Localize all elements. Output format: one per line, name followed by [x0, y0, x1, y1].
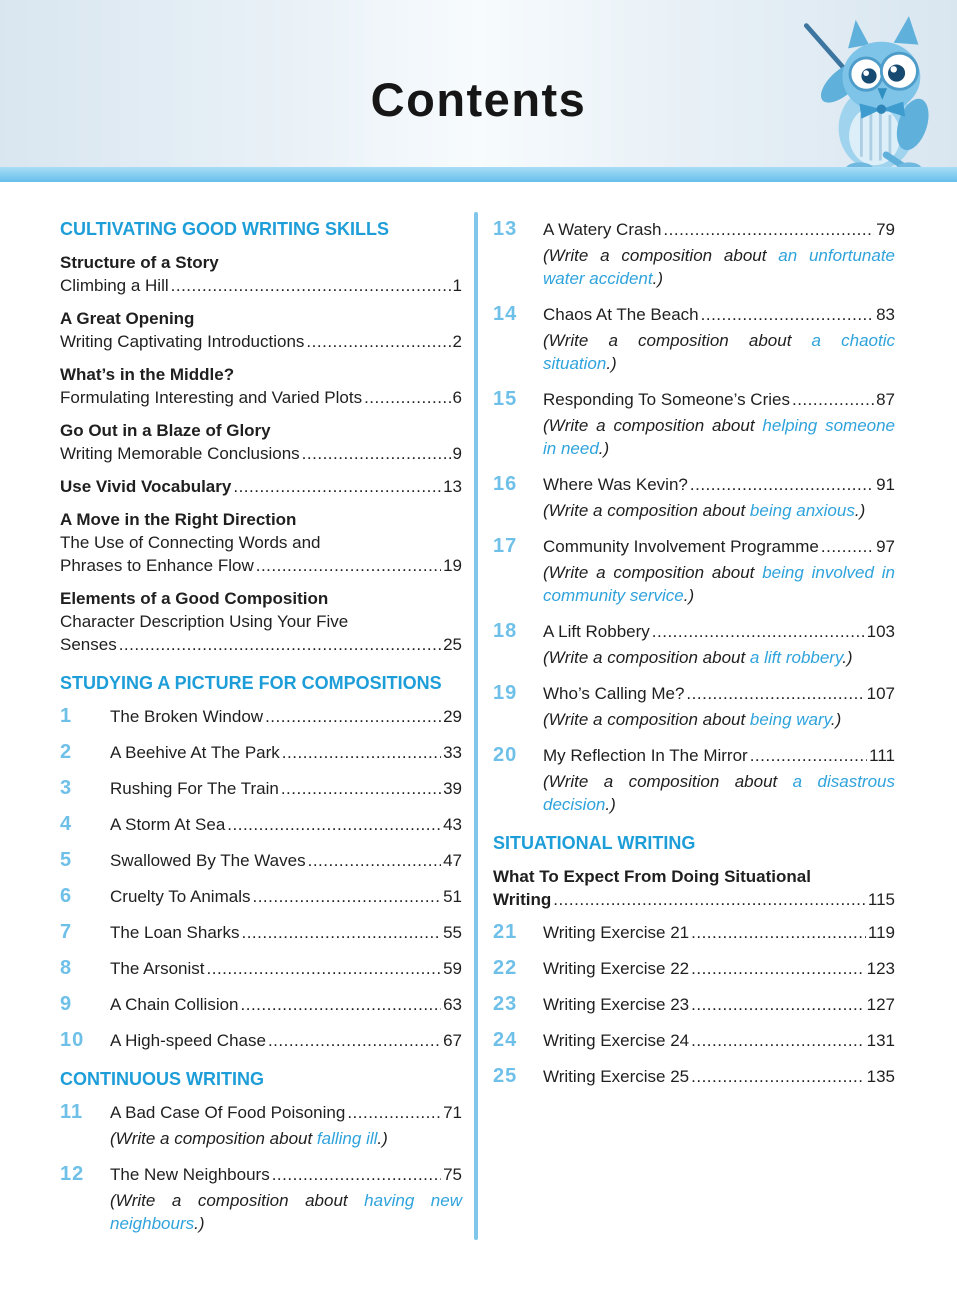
- item-body: [110, 885, 462, 908]
- item-note: [543, 499, 895, 522]
- dot-leader: [364, 386, 450, 409]
- toc-item: [493, 921, 895, 944]
- toc-line: [543, 473, 895, 496]
- item-body: [543, 620, 895, 669]
- note-text: .): [194, 1214, 205, 1233]
- pointer-stick-icon: [806, 26, 848, 74]
- item-number: 21: [493, 921, 518, 943]
- toc-line: [543, 535, 895, 558]
- page-number: 6: [452, 388, 462, 407]
- toc-item: [493, 218, 895, 290]
- toc-item: [60, 1029, 462, 1052]
- dot-leader: [663, 218, 874, 241]
- toc-line-text: Climbing a Hill: [60, 276, 169, 295]
- note-text: .): [652, 269, 664, 288]
- toc-item: [493, 303, 895, 375]
- note-text: (Write a composition about: [543, 563, 763, 582]
- note-text: (Write a composition about: [543, 710, 750, 729]
- note-highlight-text: a disastrous decision: [543, 772, 895, 814]
- toc-line: [60, 442, 462, 465]
- item-body: [543, 535, 895, 607]
- page-number: 2: [452, 332, 462, 351]
- item-body: [543, 682, 895, 731]
- toc-item: [493, 473, 895, 522]
- item-body: [543, 921, 895, 944]
- note-text: .): [377, 1129, 388, 1148]
- toc-line: [110, 1101, 462, 1124]
- toc-line-text: Writing: [493, 890, 552, 909]
- dot-leader: [691, 993, 864, 1016]
- item-body: [543, 993, 895, 1016]
- dot-leader: [265, 705, 441, 728]
- item-body: [110, 1101, 462, 1150]
- note-highlight-text: being wary: [749, 710, 831, 729]
- toc-item: [493, 535, 895, 607]
- item-note: [110, 1189, 462, 1235]
- page-number: 123: [866, 959, 895, 978]
- page-number: 111: [869, 746, 895, 765]
- page-number: 55: [443, 923, 462, 942]
- toc-item: [60, 777, 462, 800]
- note-text: .): [598, 439, 610, 458]
- item-body: [110, 957, 462, 980]
- dot-leader: [171, 274, 451, 297]
- item-body: [543, 388, 895, 460]
- entry-title: Go Out in a Blaze of Glory: [60, 421, 271, 440]
- toc-line: [110, 705, 462, 728]
- toc-item: [493, 1029, 895, 1052]
- note-text: (Write a composition about: [543, 772, 793, 791]
- item-body: [110, 993, 462, 1016]
- page-number: 67: [443, 1031, 462, 1050]
- toc-line: [543, 1029, 895, 1052]
- page-number: 97: [876, 537, 895, 556]
- item-note: [543, 414, 895, 460]
- toc-line-text: The New Neighbours: [110, 1165, 270, 1184]
- page-number: 79: [876, 220, 895, 239]
- toc-line: [543, 303, 895, 326]
- item-body: [543, 218, 895, 290]
- page-number: 91: [876, 475, 895, 494]
- toc-entry: [60, 307, 462, 353]
- item-number: 6: [60, 885, 73, 907]
- toc-line-text: The Broken Window: [110, 707, 264, 726]
- note-highlight-text: being anxious: [749, 501, 855, 520]
- note-text: (Write a composition about: [543, 246, 779, 265]
- item-number: 16: [493, 473, 518, 495]
- toc-line: [110, 741, 462, 764]
- dot-leader: [308, 849, 441, 872]
- item-number: 7: [60, 921, 73, 943]
- page-number: 75: [443, 1165, 462, 1184]
- item-number: 11: [60, 1101, 84, 1123]
- item-number: 3: [60, 777, 73, 799]
- page-number: 71: [443, 1103, 462, 1122]
- toc-line-text: Writing Exercise 22: [543, 959, 690, 978]
- toc-line-text: Cruelty To Animals: [110, 887, 251, 906]
- dot-leader: [690, 473, 874, 496]
- page-number: 39: [443, 779, 462, 798]
- dot-leader: [119, 633, 441, 656]
- toc-item: [60, 885, 462, 908]
- item-note: [110, 1127, 462, 1150]
- owl-mascot-icon: [793, 10, 945, 178]
- page-number: 115: [867, 890, 895, 909]
- section-heading: SITUATIONAL WRITING: [493, 833, 696, 853]
- dot-leader: [686, 682, 864, 705]
- header-stripe: [0, 167, 957, 182]
- item-body: [543, 1065, 895, 1088]
- toc-line: [110, 813, 462, 836]
- toc-line: [543, 388, 895, 411]
- toc-line: [543, 993, 895, 1016]
- page-number: 63: [443, 995, 462, 1014]
- section-heading: STUDYING A PICTURE FOR COMPOSITIONS: [60, 673, 442, 693]
- page-number: 87: [876, 390, 895, 409]
- item-body: [543, 957, 895, 980]
- dot-leader: [691, 957, 864, 980]
- note-text: .): [842, 648, 853, 667]
- item-note: [543, 244, 895, 290]
- item-number: 20: [493, 744, 518, 766]
- note-text: (Write a composition about: [543, 331, 812, 350]
- dot-leader: [652, 620, 865, 643]
- toc-line-text: Where Was Kevin?: [543, 475, 688, 494]
- entry-title: A Great Opening: [60, 309, 195, 328]
- toc-right-column: [493, 218, 895, 1101]
- item-number: 12: [60, 1163, 85, 1185]
- toc-line-text: The Arsonist: [110, 959, 205, 978]
- item-number: 22: [493, 957, 518, 979]
- toc-left-column: [60, 218, 462, 1248]
- dot-leader: [241, 993, 442, 1016]
- dot-leader: [701, 303, 874, 326]
- note-text: .): [683, 586, 695, 605]
- toc-line: [60, 330, 462, 353]
- page-title: Contents: [370, 73, 587, 126]
- toc-item: [493, 744, 895, 816]
- note-highlight-text: helping someone in need: [543, 416, 896, 458]
- item-body: [543, 1029, 895, 1052]
- toc-line-text: Chaos At The Beach: [543, 305, 699, 324]
- toc-line: [543, 620, 895, 643]
- toc-line: [543, 1065, 895, 1088]
- item-body: [110, 777, 462, 800]
- toc-line: [543, 218, 895, 241]
- toc-line: [110, 957, 462, 980]
- item-number: 2: [60, 741, 73, 763]
- toc-line-text: A Chain Collision: [110, 995, 239, 1014]
- entry-title: Elements of a Good Composition: [60, 589, 329, 608]
- toc-line-text: A High-speed Chase: [110, 1031, 266, 1050]
- toc-line: [60, 554, 462, 577]
- dot-leader: [691, 921, 866, 944]
- dot-leader: [256, 554, 441, 577]
- dot-leader: [691, 1065, 864, 1088]
- toc-line: [543, 921, 895, 944]
- toc-line-text: Phrases to Enhance Flow: [60, 556, 254, 575]
- toc-line: [543, 682, 895, 705]
- toc-line: [60, 633, 462, 656]
- page-number: 59: [443, 959, 462, 978]
- item-body: [110, 705, 462, 728]
- page-number: 43: [443, 815, 462, 834]
- toc-entry: [60, 587, 462, 656]
- toc-line-text: Community Involvement Programme: [543, 537, 819, 556]
- dot-leader: [792, 388, 874, 411]
- toc-line: [60, 386, 462, 409]
- toc-line-text: Writing Exercise 25: [543, 1067, 690, 1086]
- item-number: 5: [60, 849, 73, 871]
- note-highlight-text: a lift robbery: [749, 648, 843, 667]
- page-number: 19: [443, 556, 462, 575]
- page-number: 107: [866, 684, 895, 703]
- toc-line-text: Writing Exercise 23: [543, 995, 690, 1014]
- item-number: 1: [60, 705, 73, 727]
- toc-item: [493, 682, 895, 731]
- item-note: [543, 646, 895, 669]
- dot-leader: [272, 1163, 441, 1186]
- toc-item: [60, 741, 462, 764]
- entry-title: What To Expect From Doing Situational: [493, 867, 811, 886]
- toc-line-text: A Storm At Sea: [110, 815, 226, 834]
- toc-line: [110, 849, 462, 872]
- dot-leader: [207, 957, 442, 980]
- item-number: 15: [493, 388, 518, 410]
- toc-entry: [60, 475, 462, 498]
- item-number: 25: [493, 1065, 518, 1087]
- note-text: .): [830, 710, 842, 729]
- toc-entry: [60, 363, 462, 409]
- toc-line: [543, 744, 895, 767]
- toc-line-text: Writing Captivating Introductions: [60, 332, 305, 351]
- toc-line: [60, 475, 462, 498]
- note-text: (Write a composition about: [543, 501, 750, 520]
- item-number: 19: [493, 682, 518, 704]
- page-number: 47: [443, 851, 462, 870]
- item-body: [543, 744, 895, 816]
- toc-line-text: A Watery Crash: [543, 220, 662, 239]
- toc-line-text: A Beehive At The Park: [110, 743, 280, 762]
- item-body: [110, 849, 462, 872]
- dot-leader: [281, 777, 441, 800]
- toc-item: [60, 1101, 462, 1150]
- page-number: 13: [443, 477, 462, 496]
- toc-entry: [60, 251, 462, 297]
- note-highlight-text: having new neighbours: [110, 1191, 462, 1233]
- toc-entry: [60, 419, 462, 465]
- toc-line: [110, 885, 462, 908]
- page-number: 103: [866, 622, 895, 641]
- item-number: 17: [493, 535, 518, 557]
- toc-line-text: Use Vivid Vocabulary: [60, 477, 232, 496]
- item-number: 9: [60, 993, 73, 1015]
- toc-line: [493, 888, 895, 911]
- item-number: 8: [60, 957, 73, 979]
- toc-line-text: Writing Exercise 21: [543, 923, 690, 942]
- toc-item: [493, 957, 895, 980]
- page-number: 33: [443, 743, 462, 762]
- item-body: [110, 741, 462, 764]
- page-number: 119: [867, 923, 895, 942]
- item-number: 18: [493, 620, 518, 642]
- note-text: .): [605, 795, 616, 814]
- item-body: [110, 1163, 462, 1235]
- toc-line-text: A Lift Robbery: [543, 622, 650, 641]
- toc-line-text: Swallowed By The Waves: [110, 851, 306, 870]
- note-highlight-text: a chaotic situation: [543, 331, 895, 373]
- toc-line: [60, 274, 462, 297]
- item-body: [110, 1029, 462, 1052]
- page-number: 25: [443, 635, 462, 654]
- dot-leader: [821, 535, 874, 558]
- toc-item: [60, 813, 462, 836]
- toc-item: [60, 957, 462, 980]
- toc-line-text: Writing Memorable Conclusions: [60, 444, 300, 463]
- page-number: 1: [452, 276, 462, 295]
- entry-line: Character Description Using Your Five: [60, 612, 349, 631]
- note-highlight-text: falling ill: [316, 1129, 378, 1148]
- dot-leader: [553, 888, 866, 911]
- toc-line-text: A Bad Case Of Food Poisoning: [110, 1103, 346, 1122]
- note-text: (Write a composition about: [543, 416, 763, 435]
- dot-leader: [302, 442, 451, 465]
- page-number: 131: [866, 1031, 895, 1050]
- entry-title: Structure of a Story: [60, 253, 219, 272]
- note-text: (Write a composition about: [110, 1129, 317, 1148]
- item-number: 23: [493, 993, 518, 1015]
- dot-leader: [252, 885, 441, 908]
- page-number: 135: [866, 1067, 895, 1086]
- note-text: (Write a composition about: [110, 1191, 365, 1210]
- item-note: [543, 329, 895, 375]
- toc-item: [493, 993, 895, 1016]
- page-number: 51: [443, 887, 462, 906]
- page-number: 29: [443, 707, 462, 726]
- note-highlight-text: an unfortunate water accident: [543, 246, 895, 288]
- toc-item: [60, 849, 462, 872]
- page-header: [0, 0, 957, 182]
- item-number: 24: [493, 1029, 518, 1051]
- dot-leader: [347, 1101, 441, 1124]
- note-text: .): [854, 501, 866, 520]
- item-body: [543, 473, 895, 522]
- toc-entry: [60, 508, 462, 577]
- toc-item: [60, 921, 462, 944]
- item-body: [543, 303, 895, 375]
- toc-item: [493, 1065, 895, 1088]
- toc-item: [60, 993, 462, 1016]
- page-number: 127: [866, 995, 895, 1014]
- entry-title: What’s in the Middle?: [60, 365, 235, 384]
- toc-line-text: Who’s Calling Me?: [543, 684, 685, 703]
- toc-line-text: Rushing For The Train: [110, 779, 279, 798]
- dot-leader: [268, 1029, 441, 1052]
- toc-line: [110, 921, 462, 944]
- dot-leader: [306, 330, 450, 353]
- entry-line: The Use of Connecting Words and: [60, 533, 321, 552]
- toc-line: [110, 993, 462, 1016]
- item-number: 10: [60, 1029, 85, 1051]
- item-number: 4: [60, 813, 73, 835]
- section-heading: CONTINUOUS WRITING: [60, 1069, 264, 1089]
- dot-leader: [282, 741, 441, 764]
- toc-item: [493, 388, 895, 460]
- toc-line-text: My Reflection In The Mirror: [543, 746, 748, 765]
- toc-line: [543, 957, 895, 980]
- entry-title: A Move in the Right Direction: [60, 510, 297, 529]
- item-note: [543, 561, 895, 607]
- toc-line-text: Senses: [60, 635, 117, 654]
- toc-line-text: Formulating Interesting and Varied Plots: [60, 388, 363, 407]
- toc-item: [60, 1163, 462, 1235]
- item-body: [110, 921, 462, 944]
- toc-line: [110, 1029, 462, 1052]
- item-number: 14: [493, 303, 518, 325]
- toc-line-text: Writing Exercise 24: [543, 1031, 690, 1050]
- section-heading: CULTIVATING GOOD WRITING SKILLS: [60, 219, 389, 239]
- dot-leader: [750, 744, 867, 767]
- toc-line: [110, 777, 462, 800]
- item-number: 13: [493, 218, 518, 240]
- dot-leader: [691, 1029, 864, 1052]
- dot-leader: [227, 813, 441, 836]
- item-note: [543, 770, 895, 816]
- dot-leader: [233, 475, 441, 498]
- item-note: [543, 708, 895, 731]
- toc-body: [0, 182, 957, 1248]
- note-text: (Write a composition about: [543, 648, 750, 667]
- toc-line-text: The Loan Sharks: [110, 923, 240, 942]
- dot-leader: [241, 921, 441, 944]
- note-highlight-text: being involved in community service: [543, 563, 895, 605]
- page-number: 9: [452, 444, 462, 463]
- toc-line: [110, 1163, 462, 1186]
- toc-entry: [493, 865, 895, 911]
- note-text: .): [606, 354, 617, 373]
- column-divider: [474, 212, 478, 1240]
- toc-item: [60, 705, 462, 728]
- toc-line-text: Responding To Someone’s Cries: [543, 390, 790, 409]
- page-number: 83: [876, 305, 895, 324]
- item-body: [110, 813, 462, 836]
- toc-item: [493, 620, 895, 669]
